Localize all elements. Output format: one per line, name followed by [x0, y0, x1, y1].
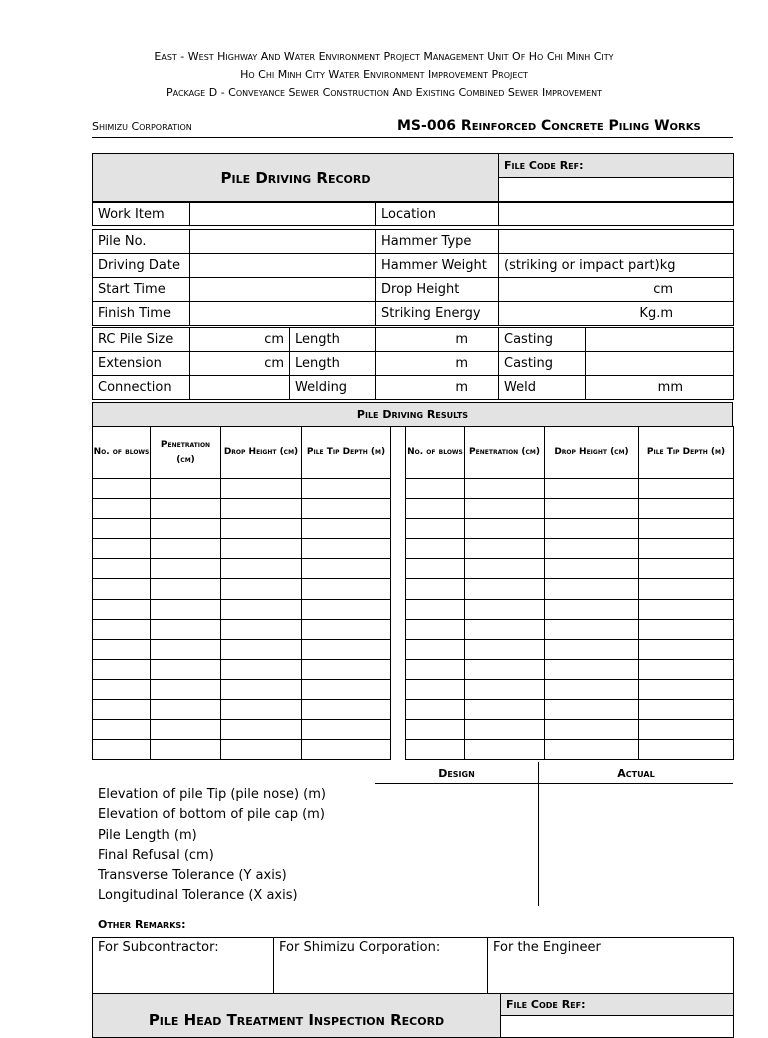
results-row [406, 579, 734, 599]
results-column-header: Penetration (cm) [151, 427, 221, 479]
results-cell[interactable] [465, 740, 545, 760]
results-cell[interactable] [406, 539, 465, 559]
results-cell[interactable] [465, 479, 545, 499]
results-cell[interactable] [545, 659, 639, 679]
remarks-shimizu[interactable]: For Shimizu Corporation: [274, 938, 488, 994]
results-cell[interactable] [302, 740, 391, 760]
results-cell[interactable] [221, 700, 302, 720]
results-cell[interactable] [465, 619, 545, 639]
results-cell[interactable] [302, 659, 391, 679]
results-cell[interactable] [545, 559, 639, 579]
welding-label: Welding [290, 376, 376, 400]
results-cell[interactable] [93, 720, 151, 740]
results-cell[interactable] [93, 700, 151, 720]
summary-row-label: Pile Length (m) [98, 827, 197, 843]
results-cell[interactable] [151, 700, 221, 720]
hammer-weight-field[interactable]: (striking or impact part)kg [499, 254, 734, 278]
extension-length-field[interactable]: m [376, 352, 499, 376]
weld-field[interactable]: mm [586, 376, 734, 400]
results-cell[interactable] [302, 499, 391, 519]
results-row [406, 479, 734, 499]
rc-pile-size-label: RC Pile Size [93, 328, 190, 352]
results-cell[interactable] [406, 479, 465, 499]
design-header: Design [438, 767, 475, 780]
results-cell[interactable] [639, 599, 734, 619]
hammer-type-field[interactable] [499, 230, 734, 254]
work-item-table [92, 202, 734, 226]
results-cell[interactable] [151, 499, 221, 519]
pile-size-table [92, 327, 734, 400]
results-cell[interactable] [639, 659, 734, 679]
results-cell[interactable] [151, 659, 221, 679]
finish-time-label: Finish Time [93, 302, 190, 326]
results-row [406, 519, 734, 539]
inspection-title: Pile Head Treatment Inspection Record [93, 994, 501, 1038]
striking-energy-label: Striking Energy [376, 302, 499, 326]
results-cell[interactable] [221, 619, 302, 639]
results-cell[interactable] [93, 519, 151, 539]
results-column-header: No. of blows [406, 427, 465, 479]
results-row [93, 619, 391, 639]
results-cell[interactable] [151, 539, 221, 559]
weld-label: Weld [499, 376, 586, 400]
company-name: Shimizu Corporation [92, 120, 192, 133]
start-time-field[interactable] [190, 278, 376, 302]
results-row [406, 740, 734, 760]
results-cell[interactable] [302, 639, 391, 659]
results-row [93, 740, 391, 760]
results-right-table [405, 426, 734, 760]
summary-row-label: Longitudinal Tolerance (X axis) [98, 888, 298, 904]
results-cell[interactable] [465, 700, 545, 720]
results-title: Pile Driving Results [93, 403, 733, 427]
results-row [93, 700, 391, 720]
results-cell[interactable] [151, 619, 221, 639]
results-row [406, 720, 734, 740]
summary-row-label: Elevation of pile Tip (pile nose) (m) [98, 787, 326, 802]
results-cell[interactable] [302, 700, 391, 720]
results-cell[interactable] [302, 679, 391, 699]
results-cell[interactable] [545, 740, 639, 760]
results-cell[interactable] [465, 639, 545, 659]
results-cell[interactable] [151, 740, 221, 760]
pile-no-field[interactable] [190, 230, 376, 254]
results-cell[interactable] [465, 720, 545, 740]
results-cell[interactable] [221, 499, 302, 519]
results-cell[interactable] [545, 499, 639, 519]
results-cell[interactable] [93, 599, 151, 619]
results-cell[interactable] [465, 499, 545, 519]
start-time-label: Start Time [93, 278, 190, 302]
results-row [93, 679, 391, 699]
results-cell[interactable] [221, 639, 302, 659]
results-cell[interactable] [545, 700, 639, 720]
drop-height-label: Drop Height [376, 278, 499, 302]
results-cell[interactable] [93, 559, 151, 579]
results-cell[interactable] [302, 599, 391, 619]
results-cell[interactable] [639, 499, 734, 519]
results-cell[interactable] [545, 720, 639, 740]
results-cell[interactable] [545, 599, 639, 619]
results-cell[interactable] [151, 720, 221, 740]
results-cell[interactable] [221, 679, 302, 699]
results-cell[interactable] [639, 559, 734, 579]
casting-field[interactable] [586, 328, 734, 352]
results-cell[interactable] [151, 559, 221, 579]
inspection-title-table [92, 993, 734, 1038]
results-cell[interactable] [151, 639, 221, 659]
pile-details-table [92, 229, 734, 326]
extension-field[interactable]: cm [190, 352, 290, 376]
results-row [406, 599, 734, 619]
results-cell[interactable] [93, 679, 151, 699]
results-cell[interactable] [545, 479, 639, 499]
results-cell[interactable] [465, 539, 545, 559]
results-cell[interactable] [151, 679, 221, 699]
results-cell[interactable] [639, 720, 734, 740]
results-cell[interactable] [406, 679, 465, 699]
results-cell[interactable] [406, 559, 465, 579]
results-cell[interactable] [93, 579, 151, 599]
connection-field[interactable] [190, 376, 290, 400]
results-row [93, 519, 391, 539]
welding-field[interactable]: m [376, 376, 499, 400]
location-field[interactable] [499, 203, 734, 226]
results-cell[interactable] [302, 720, 391, 740]
results-cell[interactable] [93, 639, 151, 659]
results-row [93, 559, 391, 579]
actual-header: Actual [617, 767, 655, 780]
results-row [93, 720, 391, 740]
results-column-header: Drop Height (cm) [221, 427, 302, 479]
header-rule [92, 137, 733, 138]
summary-row-label: Transverse Tolerance (Y axis) [98, 868, 287, 884]
remarks-subcontractor[interactable]: For Subcontractor: [93, 938, 274, 994]
results-cell[interactable] [406, 639, 465, 659]
results-row [93, 499, 391, 519]
location-label: Location [376, 203, 499, 226]
results-cell[interactable] [221, 599, 302, 619]
results-cell[interactable] [406, 579, 465, 599]
inspection-file-code-label: File Code Ref: [501, 994, 734, 1016]
extension-length-label: Length [290, 352, 376, 376]
results-cell[interactable] [93, 659, 151, 679]
results-cell[interactable] [545, 639, 639, 659]
extension-casting-label: Casting [499, 352, 586, 376]
results-row [93, 599, 391, 619]
work-item-label: Work Item [93, 203, 190, 226]
results-cell[interactable] [93, 619, 151, 639]
results-cell[interactable] [406, 619, 465, 639]
results-cell[interactable] [302, 519, 391, 539]
results-cell[interactable] [151, 479, 221, 499]
results-cell[interactable] [465, 679, 545, 699]
results-cell[interactable] [639, 700, 734, 720]
results-cell[interactable] [639, 539, 734, 559]
results-cell[interactable] [639, 579, 734, 599]
work-item-field[interactable] [190, 203, 376, 226]
inspection-file-code-field[interactable] [501, 1016, 734, 1038]
results-cell[interactable] [639, 479, 734, 499]
results-cell[interactable] [151, 519, 221, 539]
driving-date-label: Driving Date [93, 254, 190, 278]
results-cell[interactable] [151, 599, 221, 619]
results-cell[interactable] [221, 740, 302, 760]
length-field[interactable]: m [376, 328, 499, 352]
results-row [93, 639, 391, 659]
results-cell[interactable] [93, 499, 151, 519]
results-cell[interactable] [302, 539, 391, 559]
results-cell[interactable] [465, 599, 545, 619]
results-cell[interactable] [465, 659, 545, 679]
rc-pile-size-field[interactable]: cm [190, 328, 290, 352]
results-cell[interactable] [639, 519, 734, 539]
results-column-header: Pile Tip Depth (m) [639, 427, 734, 479]
summary-row-label: Final Refusal (cm) [98, 847, 214, 863]
striking-energy-field[interactable]: Kg.m [499, 302, 734, 326]
results-cell[interactable] [406, 720, 465, 740]
results-cell[interactable] [302, 559, 391, 579]
results-cell[interactable] [221, 579, 302, 599]
remarks-table [92, 937, 734, 994]
header-line-1: East - West Highway And Water Environment Project Management Unit Of Ho Chi Minh City [154, 50, 614, 63]
results-cell[interactable] [639, 639, 734, 659]
pile-no-label: Pile No. [93, 230, 190, 254]
summary-list [98, 785, 326, 907]
record-title: Pile Driving Record [93, 154, 499, 202]
results-cell[interactable] [465, 579, 545, 599]
results-cell[interactable] [302, 479, 391, 499]
results-cell[interactable] [639, 619, 734, 639]
results-row [406, 539, 734, 559]
results-cell[interactable] [93, 539, 151, 559]
file-code-label: File Code Ref: [499, 154, 734, 178]
connection-label: Connection [93, 376, 190, 400]
results-cell[interactable] [221, 519, 302, 539]
results-row [93, 659, 391, 679]
results-cell[interactable] [302, 619, 391, 639]
results-cell[interactable] [545, 619, 639, 639]
results-cell[interactable] [93, 479, 151, 499]
remarks-title: Other Remarks: [98, 918, 186, 931]
record-title-table [92, 153, 734, 202]
results-row [93, 539, 391, 559]
results-cell[interactable] [545, 519, 639, 539]
summary-header-rule [375, 783, 733, 784]
casting-label: Casting [499, 328, 586, 352]
summary-row-label: Elevation of bottom of pile cap (m) [98, 807, 325, 823]
results-row [406, 679, 734, 699]
results-cell[interactable] [465, 559, 545, 579]
extension-casting-field[interactable] [586, 352, 734, 376]
results-cell[interactable] [465, 519, 545, 539]
results-row [93, 479, 391, 499]
hammer-type-label: Hammer Type [376, 230, 499, 254]
results-cell[interactable] [545, 579, 639, 599]
header-line-3: Package D - Conveyance Sewer Construction And Existing Combined Sewer Improvement [165, 86, 602, 99]
results-cell[interactable] [406, 700, 465, 720]
results-left-table [92, 426, 391, 760]
results-column-header: Drop Height (cm) [545, 427, 639, 479]
finish-time-field[interactable] [190, 302, 376, 326]
results-cell[interactable] [545, 679, 639, 699]
results-cell[interactable] [639, 679, 734, 699]
results-row [406, 700, 734, 720]
results-column-header: Pile Tip Depth (m) [302, 427, 391, 479]
results-cell[interactable] [406, 519, 465, 539]
results-row [406, 559, 734, 579]
results-cell[interactable] [302, 579, 391, 599]
results-cell[interactable] [93, 740, 151, 760]
results-row [93, 579, 391, 599]
summary-divider [538, 762, 539, 906]
results-cell[interactable] [221, 720, 302, 740]
remarks-engineer[interactable]: For the Engineer [488, 938, 734, 994]
results-cell[interactable] [545, 539, 639, 559]
header-line-2: Ho Chi Minh City Water Environment Improvement Project [240, 68, 528, 81]
driving-date-field[interactable] [190, 254, 376, 278]
results-cell[interactable] [406, 499, 465, 519]
results-cell[interactable] [406, 740, 465, 760]
results-cell[interactable] [221, 479, 302, 499]
results-title-table [92, 402, 733, 427]
file-code-field[interactable] [499, 178, 734, 202]
results-cell[interactable] [639, 740, 734, 760]
results-row [406, 639, 734, 659]
extension-label: Extension [93, 352, 190, 376]
results-row [406, 659, 734, 679]
results-cell[interactable] [221, 659, 302, 679]
results-cell[interactable] [151, 579, 221, 599]
results-row [406, 499, 734, 519]
results-row [406, 619, 734, 639]
hammer-weight-label: Hammer Weight [376, 254, 499, 278]
results-column-header: Penetration (cm) [465, 427, 545, 479]
drop-height-field[interactable]: cm [499, 278, 734, 302]
results-cell[interactable] [406, 659, 465, 679]
results-column-header: No. of blows [93, 427, 151, 479]
results-cell[interactable] [221, 539, 302, 559]
document-code: MS-006 Reinforced Concrete Piling Works [397, 118, 701, 134]
length-label: Length [290, 328, 376, 352]
results-cell[interactable] [221, 559, 302, 579]
results-cell[interactable] [406, 599, 465, 619]
